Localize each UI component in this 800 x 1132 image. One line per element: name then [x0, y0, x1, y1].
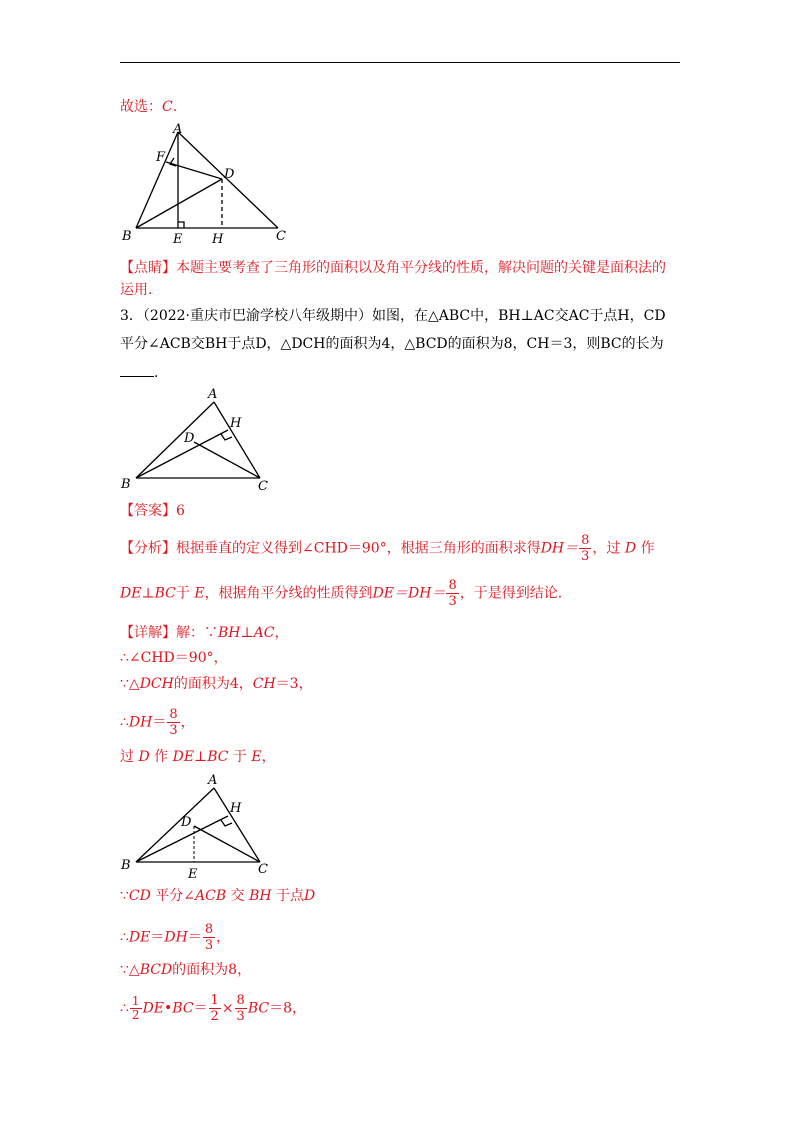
fig2-label-b: B [121, 477, 131, 492]
detail-text-9b: DE•BC [142, 1000, 194, 1017]
fig2-label-c: C [258, 479, 268, 494]
fig3-label-b: B [121, 858, 131, 873]
fraction-1-2 [130, 995, 142, 1022]
question-line-1: 3．（2022·重庆市巴渝学校八年级期中）如图，在△ABC中，BH⊥AC交AC于点H，CD [120, 308, 666, 324]
selection-answer: C [162, 99, 173, 115]
fraction-8-3 [235, 993, 247, 1024]
detail-text-6f: BH [249, 888, 272, 904]
detail-line-8 [120, 960, 251, 980]
detail-text-5d: DE⊥BC [172, 749, 229, 765]
detail-line-4 [120, 707, 195, 738]
fraction-numerator: 8 [204, 922, 214, 937]
selection-suffix: . [172, 99, 178, 115]
detail-text-7f: ， [216, 929, 231, 946]
detail-tag: 【详解】 [120, 625, 176, 641]
dianjing-tag: 【点睛】 [120, 260, 176, 276]
figure-1-triangle [118, 122, 298, 247]
fraction-8-3 [203, 922, 215, 953]
detail-text-3e: ＝3， [275, 676, 313, 692]
detail-text-1a: 解：∵ [176, 625, 218, 641]
detail-text-5e: 于 [232, 749, 247, 765]
detail-line-1 [120, 623, 289, 643]
detail-text-6b: CD [128, 888, 151, 904]
fraction-denominator: 2 [210, 1009, 219, 1024]
fig1-label-a: A [173, 122, 183, 137]
detail-text-6h: D [304, 888, 316, 904]
fraction-8-3 [579, 533, 591, 564]
detail-text-6d: ACB [195, 888, 227, 904]
detail-text-3a: ∵△ [120, 676, 140, 692]
detail-text-5c: 作 [154, 749, 169, 765]
detail-text-6a: ∵ [120, 888, 129, 904]
detail-text-3c: 的面积为4， [173, 676, 253, 692]
fig1-label-d: D [224, 167, 235, 182]
detail-text-9a: ∴ [120, 1000, 129, 1017]
detail-text-8b: BCD [139, 962, 173, 978]
detail-line-7 [120, 922, 230, 953]
detail-text-5g: ， [261, 749, 276, 765]
detail-line-3 [120, 674, 313, 694]
detail-text-9f: ＝8， [269, 1000, 307, 1017]
selection-prefix: 故选： [120, 99, 162, 115]
fraction-8-3 [446, 578, 458, 609]
detail-text-8c: 的面积为8， [172, 962, 252, 978]
fraction-denominator: 3 [448, 594, 457, 609]
analysis-tag: 【分析】 [120, 540, 176, 557]
detail-text-8a: ∵△ [120, 962, 140, 978]
answer-line [120, 501, 185, 521]
answer-value: 6 [176, 503, 185, 519]
question-line-2: 平分∠ACB交BH于点D，△DCH的面积为4，△BCD的面积为8，CH＝3，则BC的长为 [120, 336, 664, 352]
analysis-text-2c: E [194, 585, 205, 602]
detail-text-4b: DH [128, 714, 153, 731]
analysis-text-2b: 于 [175, 585, 190, 602]
detail-text-5a: 过 [120, 749, 134, 765]
fig3-label-h: H [230, 801, 242, 816]
analysis-text-2f: ，于是得到结论. [459, 585, 563, 602]
fraction-numerator: 8 [581, 533, 590, 548]
fig1-label-b: B [122, 229, 132, 244]
detail-text-6c: 平分∠ [155, 888, 196, 904]
detail-line-6 [120, 886, 315, 906]
fraction-denominator: 3 [236, 1009, 245, 1024]
detail-line-5 [120, 747, 276, 767]
fig1-label-h: H [212, 232, 224, 247]
detail-text-4c: ＝ [152, 714, 167, 731]
detail-line-2: ∴∠CHD＝90°， [120, 650, 228, 666]
analysis-text-1c: ，过 [592, 540, 621, 557]
detail-text-7a: ∴ [120, 929, 129, 946]
analysis-text-2d: ，根据角平分线的性质得到 [204, 585, 373, 602]
detail-text-1b: BH⊥AC [218, 625, 275, 641]
detail-text-7e: ＝ [187, 929, 202, 946]
fig3-label-e: E [188, 867, 198, 882]
detail-text-4d: ， [180, 714, 195, 731]
fig3-label-c: C [258, 862, 268, 877]
detail-text-7c: ＝ [150, 929, 165, 946]
detail-text-9d: × [221, 1000, 234, 1017]
analysis-line-2 [120, 578, 562, 609]
fig2-label-h: H [230, 416, 242, 431]
fig1-label-c: C [276, 229, 286, 244]
fig3-label-a: A [208, 773, 218, 788]
detail-text-1c: ， [274, 625, 289, 641]
fraction-numerator: 8 [169, 707, 178, 722]
fraction-numerator: 1 [131, 994, 140, 1008]
fraction-numerator: 8 [236, 993, 245, 1008]
fraction-numerator: 1 [210, 993, 219, 1008]
detail-text-3b: DCH [139, 676, 174, 692]
detail-text-9e: BC [247, 1000, 270, 1017]
answer-blank [120, 362, 154, 377]
fraction-denominator: 2 [131, 1008, 140, 1022]
fraction-denominator: 3 [169, 723, 178, 738]
detail-text-9c: ＝ [193, 1000, 208, 1017]
question-line-3-end: . [154, 365, 159, 381]
question-line-3 [120, 362, 158, 383]
analysis-text-1b: DH＝ [540, 540, 579, 557]
fraction-denominator: 3 [581, 549, 590, 564]
fig1-label-e: E [173, 232, 183, 247]
analysis-text-1d: D [624, 540, 637, 557]
dianjing-text-2: 运用. [120, 282, 153, 298]
answer-tag: 【答案】 [120, 503, 176, 519]
fig2-label-a: A [208, 387, 218, 402]
detail-text-6g: 于点 [276, 888, 305, 904]
figure-2-triangle [118, 384, 278, 494]
analysis-text-2a: DE⊥BC [120, 585, 176, 602]
detail-text-4a: ∴ [120, 714, 129, 731]
detail-text-3d: CH [252, 676, 276, 692]
fraction-1-2 [209, 993, 221, 1024]
analysis-text-2e: DE＝DH＝ [372, 585, 446, 602]
detail-text-5f: E [251, 749, 262, 765]
dianjing-text-1: 本题主要考查了三角形的面积以及角平分线的性质，解决问题的关键是面积法的 [176, 260, 666, 276]
analysis-text-1a: 根据垂直的定义得到∠CHD＝90°，根据三角形的面积求得 [176, 540, 541, 557]
detail-text-5b: D [138, 749, 150, 765]
dianjing-line-1 [120, 258, 666, 278]
analysis-text-1e: 作 [640, 540, 655, 557]
detail-text-7d: DH [164, 929, 188, 946]
selection-line [120, 97, 177, 117]
analysis-line-1 [120, 533, 655, 564]
fraction-8-3 [167, 707, 179, 738]
fraction-denominator: 3 [204, 938, 214, 953]
dianjing-line-2 [120, 280, 152, 300]
detail-text-6e: 交 [230, 888, 245, 904]
detail-line-9 [120, 993, 306, 1024]
figure-3-triangle [118, 770, 278, 882]
fig2-label-d: D [184, 431, 195, 446]
detail-text-7b: DE [128, 929, 151, 946]
fraction-numerator: 8 [448, 578, 457, 593]
fig1-label-f: F [156, 150, 166, 165]
header-rule [120, 62, 680, 63]
fig3-label-d: D [181, 815, 192, 830]
